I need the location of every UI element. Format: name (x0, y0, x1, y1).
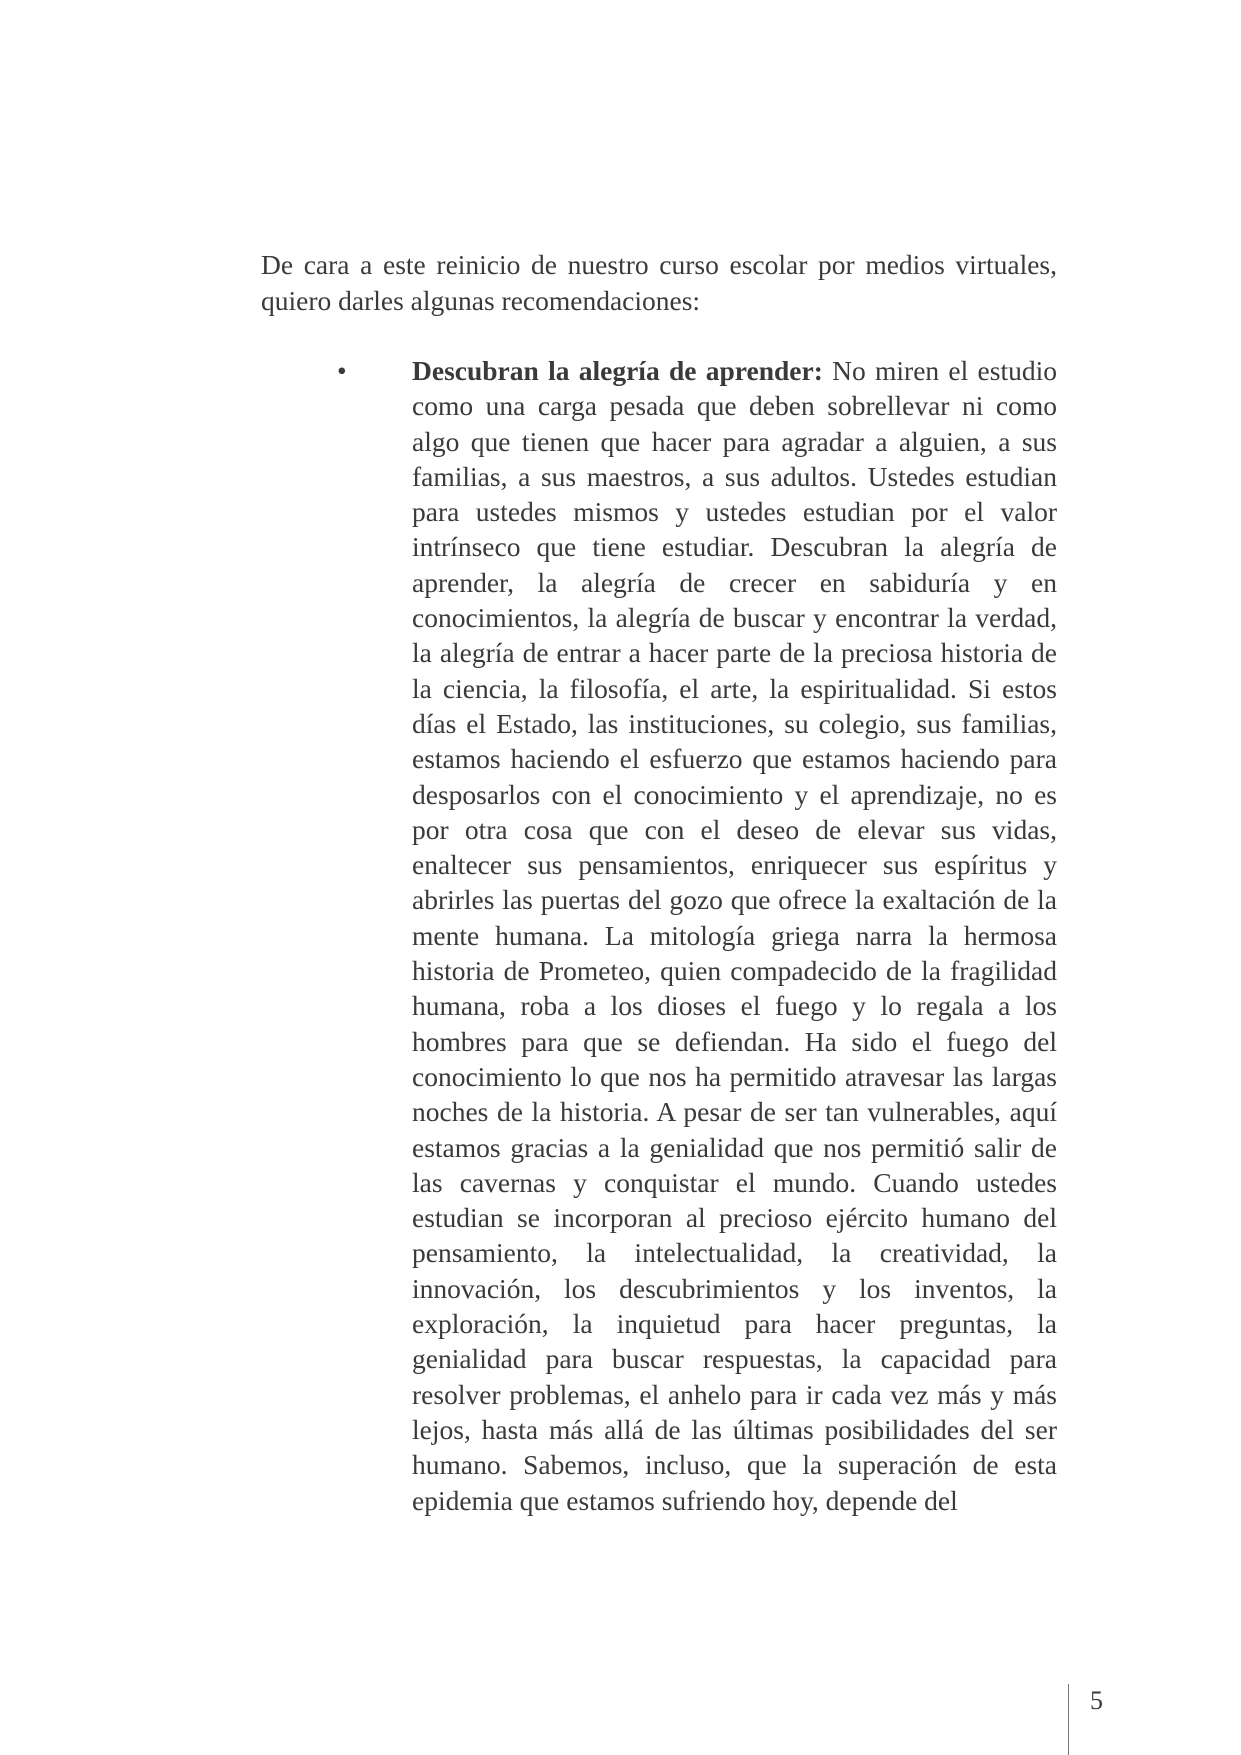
bullet-text: No miren el estudio como una carga pesada que deben sobrellevar ni como algo que tienen que hacer para agradar a alguien, a sus familias, a sus maestros, a sus adultos. Ustedes estudian para ustedes mismos y ustedes estudian por el valor intrínseco que tiene estudiar. Descubran la alegría de aprender, la alegría de crecer en sabiduría y en conocimientos, la alegría de buscar y encontrar la verdad, la alegría de entrar a hacer parte de la preciosa historia de la ciencia, la filosofía, el arte, la espiritualidad. Si estos días el Estado, las instituciones, su colegio, sus familias, estamos haciendo el esfuerzo que estamos haciendo para desposarlos con el conocimiento y el aprendizaje, no es por otra cosa que con el deseo de elevar sus vidas, enaltecer sus pensamientos, enriquecer sus espíritus y abrirles las puertas del gozo que ofrece la exaltación de la mente humana. La mitología griega narra la hermosa historia de Prometeo, quien compadecido de la fragilidad humana, roba a los dioses el fuego y lo regala a los hombres para que se defiendan. Ha sido el fuego del conocimiento lo que nos ha permitido atravesar las largas noches de la historia. A pesar de ser tan vulnerables, aquí estamos gracias a la genialidad que nos permitió salir de las cavernas y conquistar el mundo. Cuando ustedes estudian se incorporan al precioso ejército humano del pensamiento, la intelectualidad, la creatividad, la innovación, los descubrimientos y los inventos, la exploración, la inquietud para hacer preguntas, la genialidad para buscar respuestas, la capacidad para resolver problemas, el anhelo para ir cada vez más y más lejos, hasta más allá de las últimas posibilidades del ser humano. Sabemos, incluso, que la superación de esta epidemia que estamos sufriendo hoy, depende del (412, 355, 1057, 1516)
list-item (261, 353, 1057, 1518)
bullet-icon: • (337, 355, 347, 386)
page-number: 5 (1090, 1686, 1103, 1715)
bullet-heading: Descubran la alegría de aprender: (412, 355, 823, 386)
recommendations-list (261, 353, 1057, 1518)
intro-paragraph: De cara a este reinicio de nuestro curso escolar por medios virtuales, quiero darles algunas recomendaciones: (261, 249, 1057, 316)
footer-divider (1068, 1684, 1069, 1755)
